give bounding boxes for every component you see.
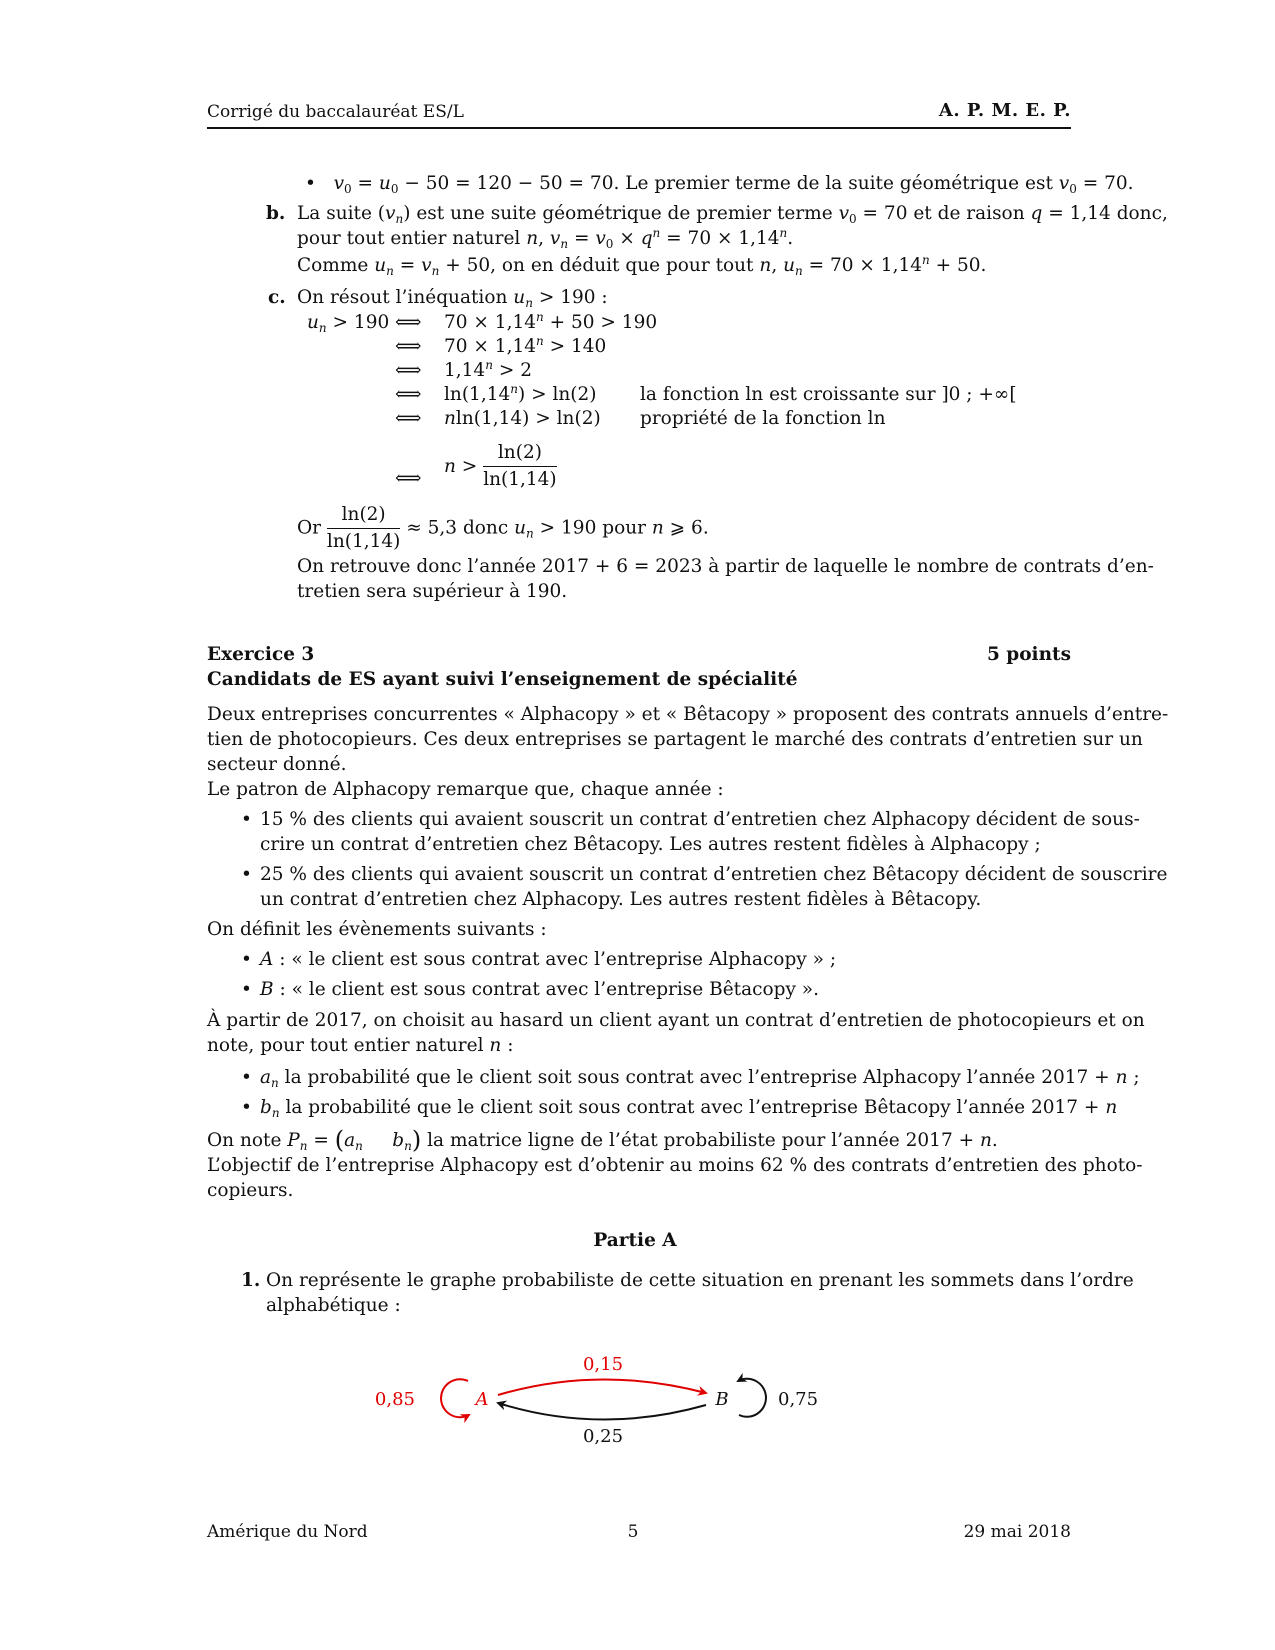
b-line1-a: La suite: [297, 203, 372, 224]
eq-row-2: $70 \times 1,14^n > 140$: [444, 334, 607, 357]
eq-row-1: $70 \times 1,14^n + 50 > 190$: [444, 310, 658, 333]
conclusion-line-1: On retrouve donc l’année 2017 + 6 = 2023 à partir de laquelle le nombre de contrats d’en-: [297, 556, 1154, 577]
bn-text: la probabilité que le client soit sous contrat avec l’entreprise Bêtacopy l’année 2017 +: [279, 1097, 1100, 1118]
loop-b-label: 0,75: [778, 1389, 819, 1410]
header-title: Corrigé du baccalauréat ES/L: [207, 102, 464, 122]
node-a: A: [475, 1389, 489, 1410]
objective-line-2: copieurs.: [207, 1180, 294, 1201]
bullet-dot: •: [241, 809, 252, 830]
b-line1-b: est une suite géométrique de premier terme: [416, 203, 833, 224]
intro-line-4: Le patron de Alphacopy remarque que, chaque année :: [207, 779, 724, 800]
event-a: A : « le client est sous contrat avec l’entreprise Alphacopy » ;: [260, 949, 837, 970]
item1-line-2: crire un contrat d’entretien chez Bêtacopy. Les autres restent fidèles à Alphacopy ;: [260, 834, 1041, 855]
eq-note-1-text: la fonction ln est croissante sur: [640, 384, 936, 405]
item2-line-1: 25 % des clients qui avaient souscrit un contrat d’entretien chez Bêtacopy décident de souscrire: [260, 864, 1168, 885]
pn-definition: On note $P_n = (a_n$ $b_n$) la matrice ligne de l’état probabiliste pour l’année 2017 + n.: [207, 1126, 998, 1154]
eq-iff-1: ⟺: [395, 312, 422, 333]
loop-a-label: 0,85: [374, 1389, 415, 1410]
eq-note-1: la fonction ln est croissante sur ]0 ; +∞[: [640, 384, 1017, 405]
b-line2: pour tout entier naturel n, $v_n = v_0 \times q^n = 70 \times 1,14^n$.: [297, 226, 794, 251]
event-a-text: : « le client est sous contrat avec l’entreprise Alphacopy » ;: [273, 949, 837, 970]
intro-line-3: secteur donné.: [207, 754, 347, 775]
b-line3: Comme $u_n = v_n + 50$, on en déduit que pour tout n, $u_n = 70 \times 1,14^n + 50$.: [297, 253, 987, 278]
b-line1: La suite $(v_n)$ est une suite géométrique de premier terme $v_0 = 70$ et de raison q = 1,14 donc,: [297, 203, 1168, 226]
footer-date: 29 mai 2018: [963, 1522, 1071, 1542]
footer-left: Amérique du Nord: [207, 1522, 368, 1542]
intro-line-1: Deux entreprises concurrentes « Alphacopy » et « Bêtacopy » proposent des contrats annuels d’entre-: [207, 704, 1169, 725]
an-text: la probabilité que le client soit sous contrat avec l’entreprise Alphacopy l’année 2017 +: [278, 1067, 1110, 1088]
edge-a-to-b: [498, 1379, 706, 1395]
b-line1-d: donc,: [1116, 203, 1168, 224]
exercise-points: 5 points: [986, 644, 1071, 665]
bn-definition: $b_n$ la probabilité que le client soit sous contrat avec l’entreprise Bêtacopy l’année 2017 + n: [260, 1097, 1118, 1120]
label-c: c.: [268, 287, 286, 308]
event-b: B : « le client est sous contrat avec l’entreprise Bêtacopy ».: [260, 979, 819, 1000]
b-line3-b: on en déduit que pour tout: [501, 255, 754, 276]
bullet-dot: •: [241, 864, 252, 885]
item1-line-1: 15 % des clients qui avaient souscrit un contrat d’entretien chez Alphacopy décident de sous-: [260, 809, 1140, 830]
question-1-label: 1.: [241, 1270, 261, 1291]
eq-iff-6: ⟺: [395, 468, 422, 489]
node-b: B: [715, 1389, 729, 1410]
events-intro: On définit les évènements suivants :: [207, 919, 547, 940]
part-title: Partie A: [593, 1230, 677, 1251]
loop-b-arrow: [738, 1379, 766, 1417]
objective-line-1: L’objectif de l’entreprise Alphacopy est d’obtenir au moins 62 % des contrats d’entretien des photo-: [207, 1155, 1143, 1176]
b-line1-c: et de raison: [913, 203, 1025, 224]
b-line3-a: Comme: [297, 255, 369, 276]
c-line-text: On résout l’inéquation: [297, 287, 508, 308]
intro-line-2: tien de photocopieurs. Ces deux entreprises se partagent le marché des contrats d’entretien sur un: [207, 729, 1143, 750]
fraction-ln2-ln114: $\frac{\ln(2)}{\ln(1,14)}$: [483, 442, 557, 490]
exercise-subtitle: Candidats de ES ayant suivi l’enseignement de spécialité: [207, 669, 798, 690]
bullet-dot: •: [241, 949, 252, 970]
item2-line-2: un contrat d’entretien chez Alphacopy. Les autres restent fidèles à Bêtacopy.: [260, 889, 982, 910]
fraction-or: $\frac{\ln(2)}{\ln(1,14)}$: [326, 504, 401, 552]
eq-iff-2: ⟺: [395, 336, 422, 357]
event-b-text: : « le client est sous contrat avec l’entreprise Bêtacopy ».: [273, 979, 819, 1000]
donc-text: donc: [462, 517, 509, 539]
page-number: 5: [627, 1522, 639, 1542]
c-line: On résout l’inéquation $u_n > 190$ :: [297, 287, 608, 310]
exercise-title: Exercice 3: [207, 644, 315, 665]
pn-text-b: la matrice ligne de l’état probabiliste pour l’année 2017 +: [427, 1130, 975, 1151]
eq-row-3: $1,14^n > 2$: [444, 358, 532, 381]
b-line2-text: pour tout entier naturel: [297, 228, 521, 249]
bullet-dot: •: [241, 979, 252, 1000]
bullet-v0: • $v_0 = u_0 - 50 = 120 - 50 = 70$. Le premier terme de la suite géométrique est $v_0 = 70$.: [305, 173, 1134, 196]
an-definition: $a_n$ la probabilité que le client soit sous contrat avec l’entreprise Alphacopy l’année 2017 + n ;: [260, 1067, 1140, 1090]
or-text: Or: [297, 517, 322, 539]
question-1-line-2: alphabétique :: [266, 1295, 401, 1316]
or-line: Or $\frac{\ln(2)}{\ln(1,14)}$ ≈ 5,3 donc $u_n > 190$ pour n ⩾ 6.: [297, 504, 709, 552]
conclusion-line-2: tretien sera supérieur à 190.: [297, 581, 568, 602]
edge-b-to-a-label: 0,25: [582, 1426, 624, 1447]
eq-note-2: propriété de la fonction ln: [640, 408, 886, 429]
from-line-1: À partir de 2017, on choisit au hasard un client ayant un contrat d’entretien de photocopieurs et on: [207, 1010, 1145, 1031]
label-b: b.: [266, 203, 286, 224]
pn-text-a: On note: [207, 1130, 282, 1151]
eq-iff-5: ⟺: [395, 408, 422, 429]
edge-b-to-a: [498, 1403, 706, 1420]
eq-row-4: $\ln(1,14^n) > \ln(2)$: [444, 382, 597, 405]
eq-iff-3: ⟺: [395, 360, 422, 381]
eq-row-5: nln(1,14) > ln(2): [444, 408, 601, 429]
pour-text: pour: [602, 517, 646, 539]
probabilistic-graph: [370, 1335, 850, 1455]
question-1-line-1: On représente le graphe probabiliste de cette situation en prenant les sommets dans l’ordre: [266, 1270, 1134, 1291]
from-line-2: note, pour tout entier naturel n :: [207, 1035, 514, 1056]
bullet-dot: •: [241, 1097, 252, 1118]
edge-a-to-b-label: 0,15: [582, 1354, 624, 1375]
bullet-v0-text: Le premier terme de la suite géométrique est: [625, 173, 1053, 194]
header-brand: A. P. M. E. P.: [938, 100, 1071, 121]
from-line-2-text: note, pour tout entier naturel: [207, 1035, 484, 1056]
header-rule: [207, 127, 1071, 129]
eq-iff-4: ⟺: [395, 384, 422, 405]
eq-row-6: n > $\frac{\ln(2)}{\ln(1,14)}$: [444, 442, 557, 490]
bullet-dot: •: [241, 1067, 252, 1088]
eq-lhs: $u_n > 190$: [307, 312, 390, 335]
loop-a-arrow: [441, 1379, 469, 1417]
